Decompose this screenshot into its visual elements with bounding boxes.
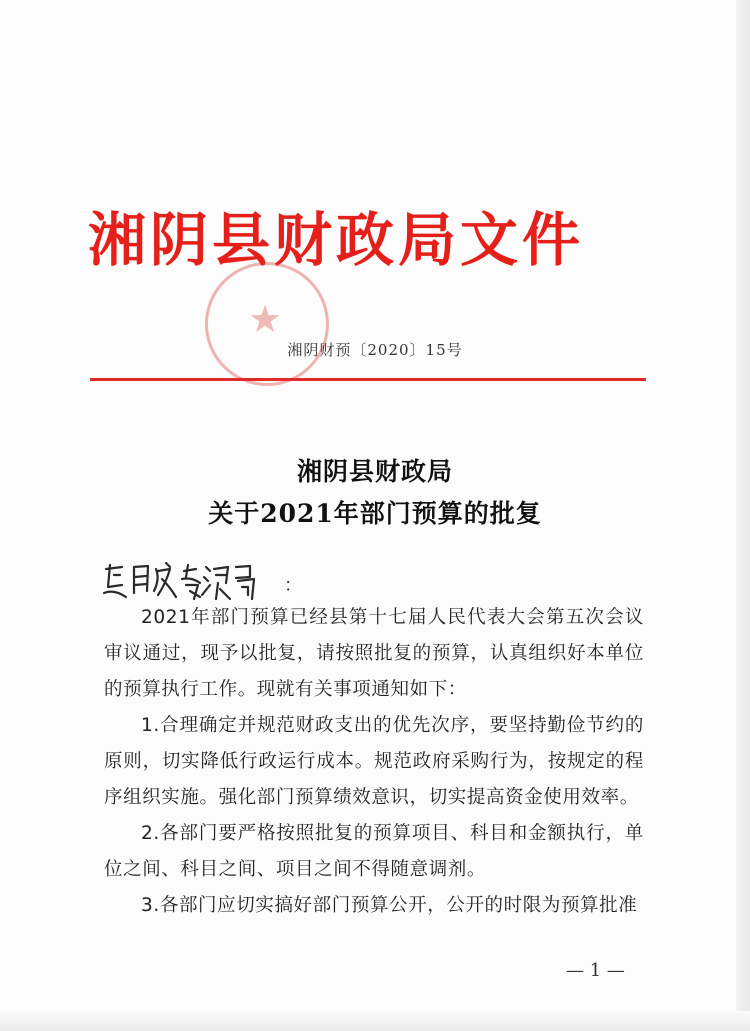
scan-edge-bottom xyxy=(0,1011,750,1031)
official-seal xyxy=(205,262,329,386)
addressee-colon: ： xyxy=(284,575,302,596)
page-number: — 1 — xyxy=(566,960,625,981)
body-paragraph-item-2: 2.各部门要严格按照批复的预算项目、科目和金额执行，单位之间、科目之间、项目之间不得随意调剂。 xyxy=(104,823,644,880)
body-paragraph-intro: 2021年部门预算已经县第十七届人民代表大会第五次会议审议通过，现予以批复，请按照批复的预算，认真组织好本单位的预算执行工作。现就有关事项通知如下： xyxy=(104,607,644,700)
document-number: 湘阴财预〔2020〕15号 xyxy=(287,341,463,359)
red-divider-line xyxy=(90,378,646,381)
body-paragraph-item-3: 3.各部门应切实搞好部门预算公开，公开的时限为预算批准 xyxy=(141,895,638,916)
document-header-title: 湘阴县财政局文件 xyxy=(88,206,585,274)
body-paragraph-item-1: 1.合理确定并规范财政支出的优先次序，要坚持勤俭节约的原则，切实降低行政运行成本。规范政府采购行为，按规定的程序组织实施。强化部门预算绩效意识，切实提高资金使用效率。 xyxy=(104,715,644,808)
subject-title: 关于2021年部门预算的批复 xyxy=(208,499,542,528)
seal-star-icon: ★ xyxy=(248,297,283,341)
issuer-title: 湘阴县财政局 xyxy=(296,457,453,486)
